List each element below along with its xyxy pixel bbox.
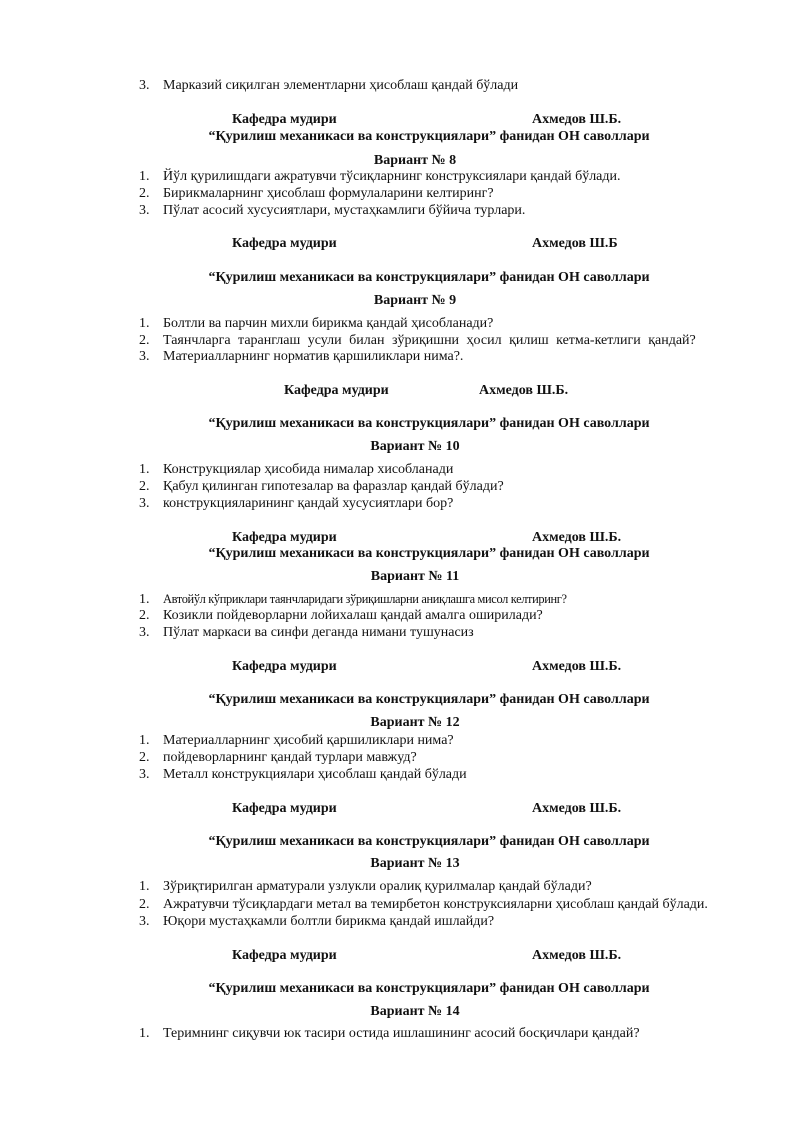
question-text: Конструкциялар ҳисобида нималар хисобланади — [163, 462, 454, 477]
variant-heading: Вариант № 13 — [370, 856, 460, 871]
question-number: 2. — [139, 750, 150, 765]
question-number: 3. — [139, 767, 150, 782]
question-number: 1. — [139, 733, 150, 748]
question-text: конструкцияларининг қандай хусусиятлари бор? — [163, 496, 454, 511]
question-text: Материалларнинг норматив қаршиликлари нима?. — [163, 349, 464, 364]
question-number: 2. — [139, 608, 150, 623]
question-text: Марказий сиқилган элементларни ҳисоблаш қандай бўлади — [163, 78, 519, 93]
chair-name: Ахмедов Ш.Б. — [479, 383, 569, 398]
chair-name: Ахмедов Ш.Б. — [532, 530, 622, 545]
question-number: 3. — [139, 496, 150, 511]
question-text: Пўлат маркаси ва синфи деганда нимани тушунасиз — [163, 625, 474, 640]
question-number: 3. — [139, 203, 150, 218]
section-title: “Қурилиш механикаси ва конструкциялари” фанидан ОН саволлари — [208, 981, 650, 996]
question-text: Юқори мустаҳкамли болтли бирикма қандай ишлайди? — [163, 914, 495, 929]
section-title: “Қурилиш механикаси ва конструкциялари” фанидан ОН саволлари — [208, 692, 650, 707]
chair-name: Ахмедов Ш.Б. — [532, 948, 622, 963]
chair-label: Кафедра мудири — [232, 659, 337, 674]
variant-heading: Вариант № 12 — [370, 715, 460, 730]
question-text: Металл конструкциялари ҳисоблаш қандай бўлади — [163, 767, 467, 782]
chair-label: Кафедра мудири — [232, 801, 337, 816]
question-text: Теримнинг сиқувчи юк тасири остида ишлашининг асосий босқичлари қандай? — [163, 1026, 640, 1041]
question-text: Автойўл кўприклари таянчларидаги зўриқишларни аниқлашга мисол келтиринг? — [163, 592, 567, 606]
question-number: 3. — [139, 625, 150, 640]
section-title: “Қурилиш механикаси ва конструкциялари” фанидан ОН саволлари — [208, 416, 650, 431]
question-text: Материалларнинг ҳисобий қаршиликлари нима? — [163, 733, 454, 748]
question-number: 2. — [139, 186, 150, 201]
variant-heading: Вариант № 10 — [370, 439, 460, 454]
section-title: “Қурилиш механикаси ва конструкциялари” фанидан ОН саволлари — [208, 129, 650, 144]
question-number: 2. — [139, 479, 150, 494]
chair-name: Ахмедов Ш.Б. — [532, 801, 622, 816]
variant-heading: Вариант № 8 — [373, 153, 457, 168]
question-number: 1. — [139, 462, 150, 477]
question-text: Пўлат асосий хусусиятлари, мустаҳкамлиги бўйича турлари. — [163, 203, 526, 218]
question-text: Козикли пойдеворларни лойихалаш қандай амалга оширилади? — [163, 608, 543, 623]
variant-heading: Вариант № 9 — [373, 293, 457, 308]
question-number: 1. — [139, 879, 150, 894]
section-title: “Қурилиш механикаси ва конструкциялари” фанидан ОН саволлари — [208, 834, 650, 849]
question-number: 2. — [139, 333, 150, 348]
question-text: Бирикмаларнинг ҳисоблаш формулаларини келтиринг? — [163, 186, 494, 201]
chair-label: Кафедра мудири — [232, 948, 337, 963]
chair-name: Ахмедов Ш.Б — [532, 236, 618, 251]
question-number: 3. — [139, 349, 150, 364]
question-number: 1. — [139, 316, 150, 331]
question-text: Қабул қилинган гипотезалар ва фаразлар қандай бўлади? — [163, 479, 504, 494]
chair-label: Кафедра мудири — [232, 112, 337, 127]
question-text: Зўриқтирилган арматурали узлукли оралиқ қурилмалар қандай бўлади? — [163, 879, 592, 894]
chair-name: Ахмедов Ш.Б. — [532, 659, 622, 674]
question-number: 3. — [139, 914, 150, 929]
question-number: 1. — [139, 169, 150, 184]
section-title: “Қурилиш механикаси ва конструкциялари” фанидан ОН саволлари — [208, 546, 650, 561]
section-title: “Қурилиш механикаси ва конструкциялари” фанидан ОН саволлари — [208, 270, 650, 285]
chair-label: Кафедра мудири — [284, 383, 389, 398]
question-number: 1. — [139, 592, 150, 607]
chair-label: Кафедра мудири — [232, 236, 337, 251]
chair-label: Кафедра мудири — [232, 530, 337, 545]
question-text: Таянчларга таранглаш усули билан зўриқишни ҳосил қилиш кетма-кетлиги қандай? — [163, 333, 696, 348]
question-number: 1. — [139, 1026, 150, 1041]
question-number: 3. — [139, 78, 150, 93]
chair-name: Ахмедов Ш.Б. — [532, 112, 622, 127]
question-number: 2. — [139, 897, 150, 912]
variant-heading: Вариант № 14 — [370, 1004, 460, 1019]
question-text: Болтли ва парчин михли бирикма қандай ҳисобланади? — [163, 316, 494, 331]
question-text: Ажратувчи тўсиқлардаги метал ва темирбетон конструксияларни ҳисоблаш қандай бўлади. — [163, 897, 708, 912]
question-text: пойдеворларнинг қандай турлари мавжуд? — [163, 750, 417, 765]
question-text: Йўл қурилишдаги ажратувчи тўсиқларнинг конструксиялари қандай бўлади. — [163, 169, 621, 184]
variant-heading: Вариант № 11 — [370, 569, 460, 584]
